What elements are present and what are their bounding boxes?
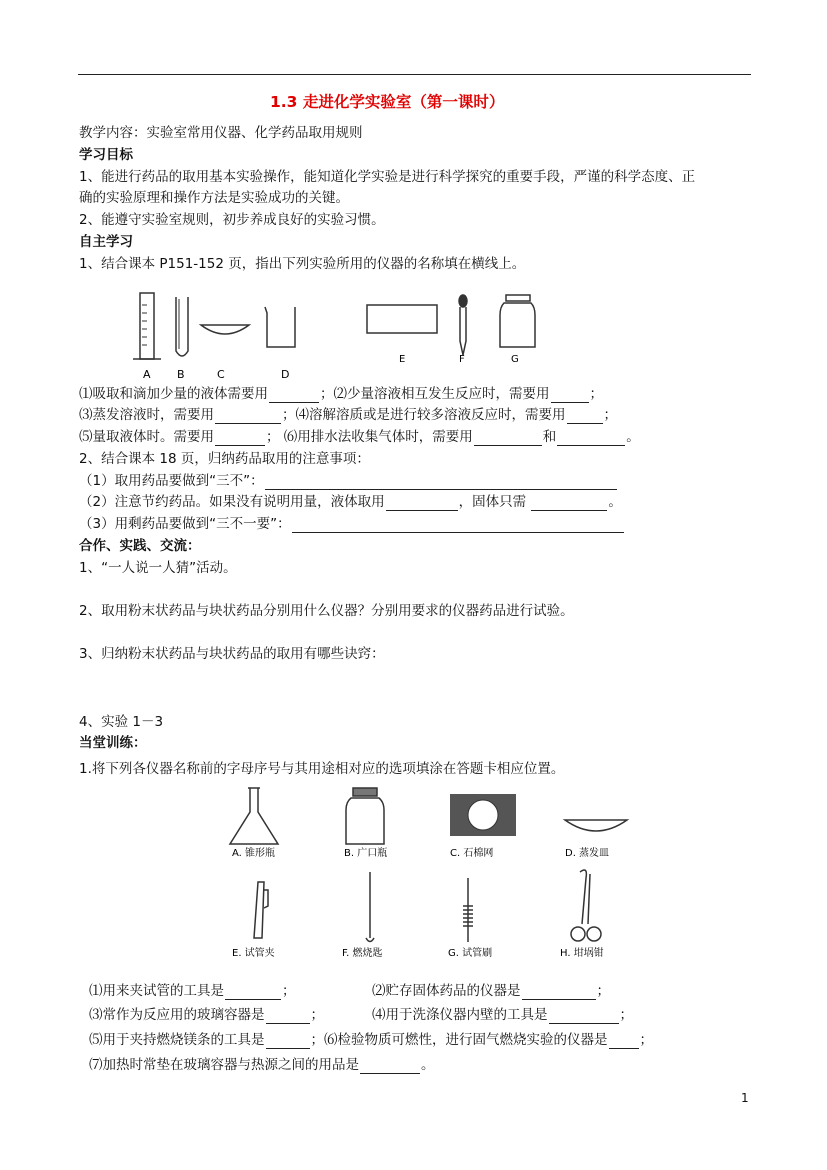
svg-text:H. 坩埚钳: H. 坩埚钳 (560, 948, 604, 959)
wide-mouth-bottle-icon (346, 788, 384, 844)
goals-heading: 学习目标 (79, 147, 133, 163)
answer-blank-11[interactable] (292, 518, 624, 533)
coop-item-1: 1、“一人说一人猜”活动。 (79, 560, 237, 576)
t1-line-2a: ⑶常作为反应用的玻璃容器是 ； (89, 1007, 324, 1023)
training-heading: 当堂训练： (79, 735, 147, 751)
answer-blank-10[interactable] (531, 496, 607, 511)
beaker-icon (265, 307, 295, 347)
svg-text:A: A (143, 368, 151, 380)
answer-blank-6[interactable] (474, 431, 542, 446)
goal-1a: 1、能进行药品的取用基本实验操作，能知道化学实验是进行科学探究的重要手段，严谨的科学态度、正 (79, 169, 696, 185)
answer-blank-4[interactable] (567, 409, 603, 424)
goal-1b: 确的实验原理和操作方法是实验成功的关键。 (79, 190, 349, 206)
q1-line-1: ⑴吸取和滴加少量的液体需要用 ；⑵少量溶液相互发生反应时，需要用 ； (79, 386, 603, 402)
answer-blank-18[interactable] (360, 1059, 420, 1074)
coop-item-3: 3、归纳粉末状药品与块状药品的取用有哪些诀窍： (79, 646, 385, 662)
answer-blank-15[interactable] (549, 1009, 619, 1024)
answer-blank-16[interactable] (266, 1034, 310, 1049)
graduated-cylinder-icon (133, 293, 161, 359)
water-trough-icon (367, 305, 437, 333)
conical-flask-icon (230, 788, 278, 844)
answer-blank-8[interactable] (265, 475, 617, 490)
test-tube-holder-icon (254, 882, 268, 938)
q1-line-2: ⑶蒸发溶液时，需要用 ；⑷溶解溶质或是进行较多溶液反应时，需要用 ； (79, 407, 617, 423)
gas-jar-icon (500, 295, 535, 347)
self-study-heading: 自主学习 (79, 234, 133, 250)
answer-blank-7[interactable] (557, 431, 625, 446)
answer-blank-13[interactable] (522, 985, 596, 1000)
svg-text:B: B (177, 368, 185, 380)
content-line: 教学内容：实验室常用仪器、化学药品取用规则 (79, 125, 363, 141)
svg-text:A. 锥形瓶: A. 锥形瓶 (232, 848, 276, 859)
evaporating-dish-icon (201, 325, 249, 334)
q1-line-3: ⑸量取液体时。需要用 ； ⑹用排水法收集气体时，需要用 和 。 (79, 429, 640, 445)
svg-text:D: D (281, 368, 290, 380)
instrument-figure-1 (125, 285, 545, 380)
training-question-1: 1.将下列各仪器名称前的字母序号与其用途相对应的选项填涂在答题卡相应位置。 (79, 761, 565, 777)
svg-text:E. 试管夹: E. 试管夹 (232, 948, 275, 959)
coop-item-2: 2、取用粉末状药品与块状药品分别用什么仪器？分别用要求的仪器药品进行试验。 (79, 603, 574, 619)
svg-text:F. 燃烧匙: F. 燃烧匙 (342, 948, 383, 959)
svg-text:C: C (217, 368, 225, 380)
answer-blank-14[interactable] (266, 1009, 310, 1024)
answer-blank-1[interactable] (269, 388, 319, 403)
q2-line-2: （2）注意节约药品。如果没有说明用量，液体取用 ，固体只需 。 (79, 494, 622, 510)
evaporating-dish-icon (565, 820, 627, 831)
asbestos-gauze-icon (450, 794, 516, 836)
q2-line-3: （3）用剩药品要做到“三不一要”： (79, 515, 625, 533)
answer-blank-9[interactable] (386, 496, 458, 511)
svg-text:B. 广口瓶: B. 广口瓶 (344, 848, 388, 859)
answer-blank-12[interactable] (225, 985, 281, 1000)
svg-text:F: F (459, 354, 465, 365)
header-rule (78, 74, 751, 75)
svg-text:G: G (511, 354, 519, 365)
page-title: 1.3 走进化学实验室（第一课时） (270, 93, 505, 111)
question-2: 2、结合课本 18 页，归纳药品取用的注意事项： (79, 451, 370, 467)
svg-text:E: E (399, 354, 406, 365)
question-1: 1、结合课本 P151-152 页，指出下列实验所用的仪器的名称填在横线上。 (79, 256, 526, 272)
t1-line-1a: ⑴用来夹试管的工具是 ； (89, 983, 296, 999)
test-tube-icon (176, 297, 188, 356)
t1-line-3: ⑸用于夹持燃烧镁条的工具是 ；⑹检验物质可燃性，进行固气燃烧实验的仪器是 ； (89, 1032, 653, 1048)
t1-line-2b: ⑷用于洗涤仪器内壁的工具是 ； (372, 1007, 633, 1023)
instrument-figure-2 (220, 782, 640, 962)
t1-line-1b: ⑵贮存固体药品的仪器是 ； (372, 983, 610, 999)
coop-item-4: 4、实验 1－3 (79, 714, 164, 730)
svg-text:C. 石棉网: C. 石棉网 (450, 848, 494, 859)
answer-blank-17[interactable] (609, 1034, 639, 1049)
goal-2: 2、能遵守实验室规则，初步养成良好的实验习惯。 (79, 212, 385, 228)
test-tube-brush-icon (463, 878, 473, 942)
svg-text:D. 蒸发皿: D. 蒸发皿 (565, 848, 610, 859)
q2-line-1: （1）取用药品要做到“三不”： (79, 472, 618, 490)
answer-blank-5[interactable] (215, 431, 265, 446)
page-number: 1 (741, 1091, 749, 1105)
dropper-icon (459, 295, 467, 355)
crucible-tongs-icon (571, 870, 601, 941)
svg-text:G. 试管刷: G. 试管刷 (448, 948, 493, 959)
combustion-spoon-icon (366, 872, 374, 942)
t1-line-4: ⑺加热时常垫在玻璃容器与热源之间的用品是 。 (89, 1057, 435, 1073)
cooperation-heading: 合作、实践、交流： (79, 538, 201, 554)
answer-blank-3[interactable] (215, 409, 281, 424)
answer-blank-2[interactable] (551, 388, 589, 403)
